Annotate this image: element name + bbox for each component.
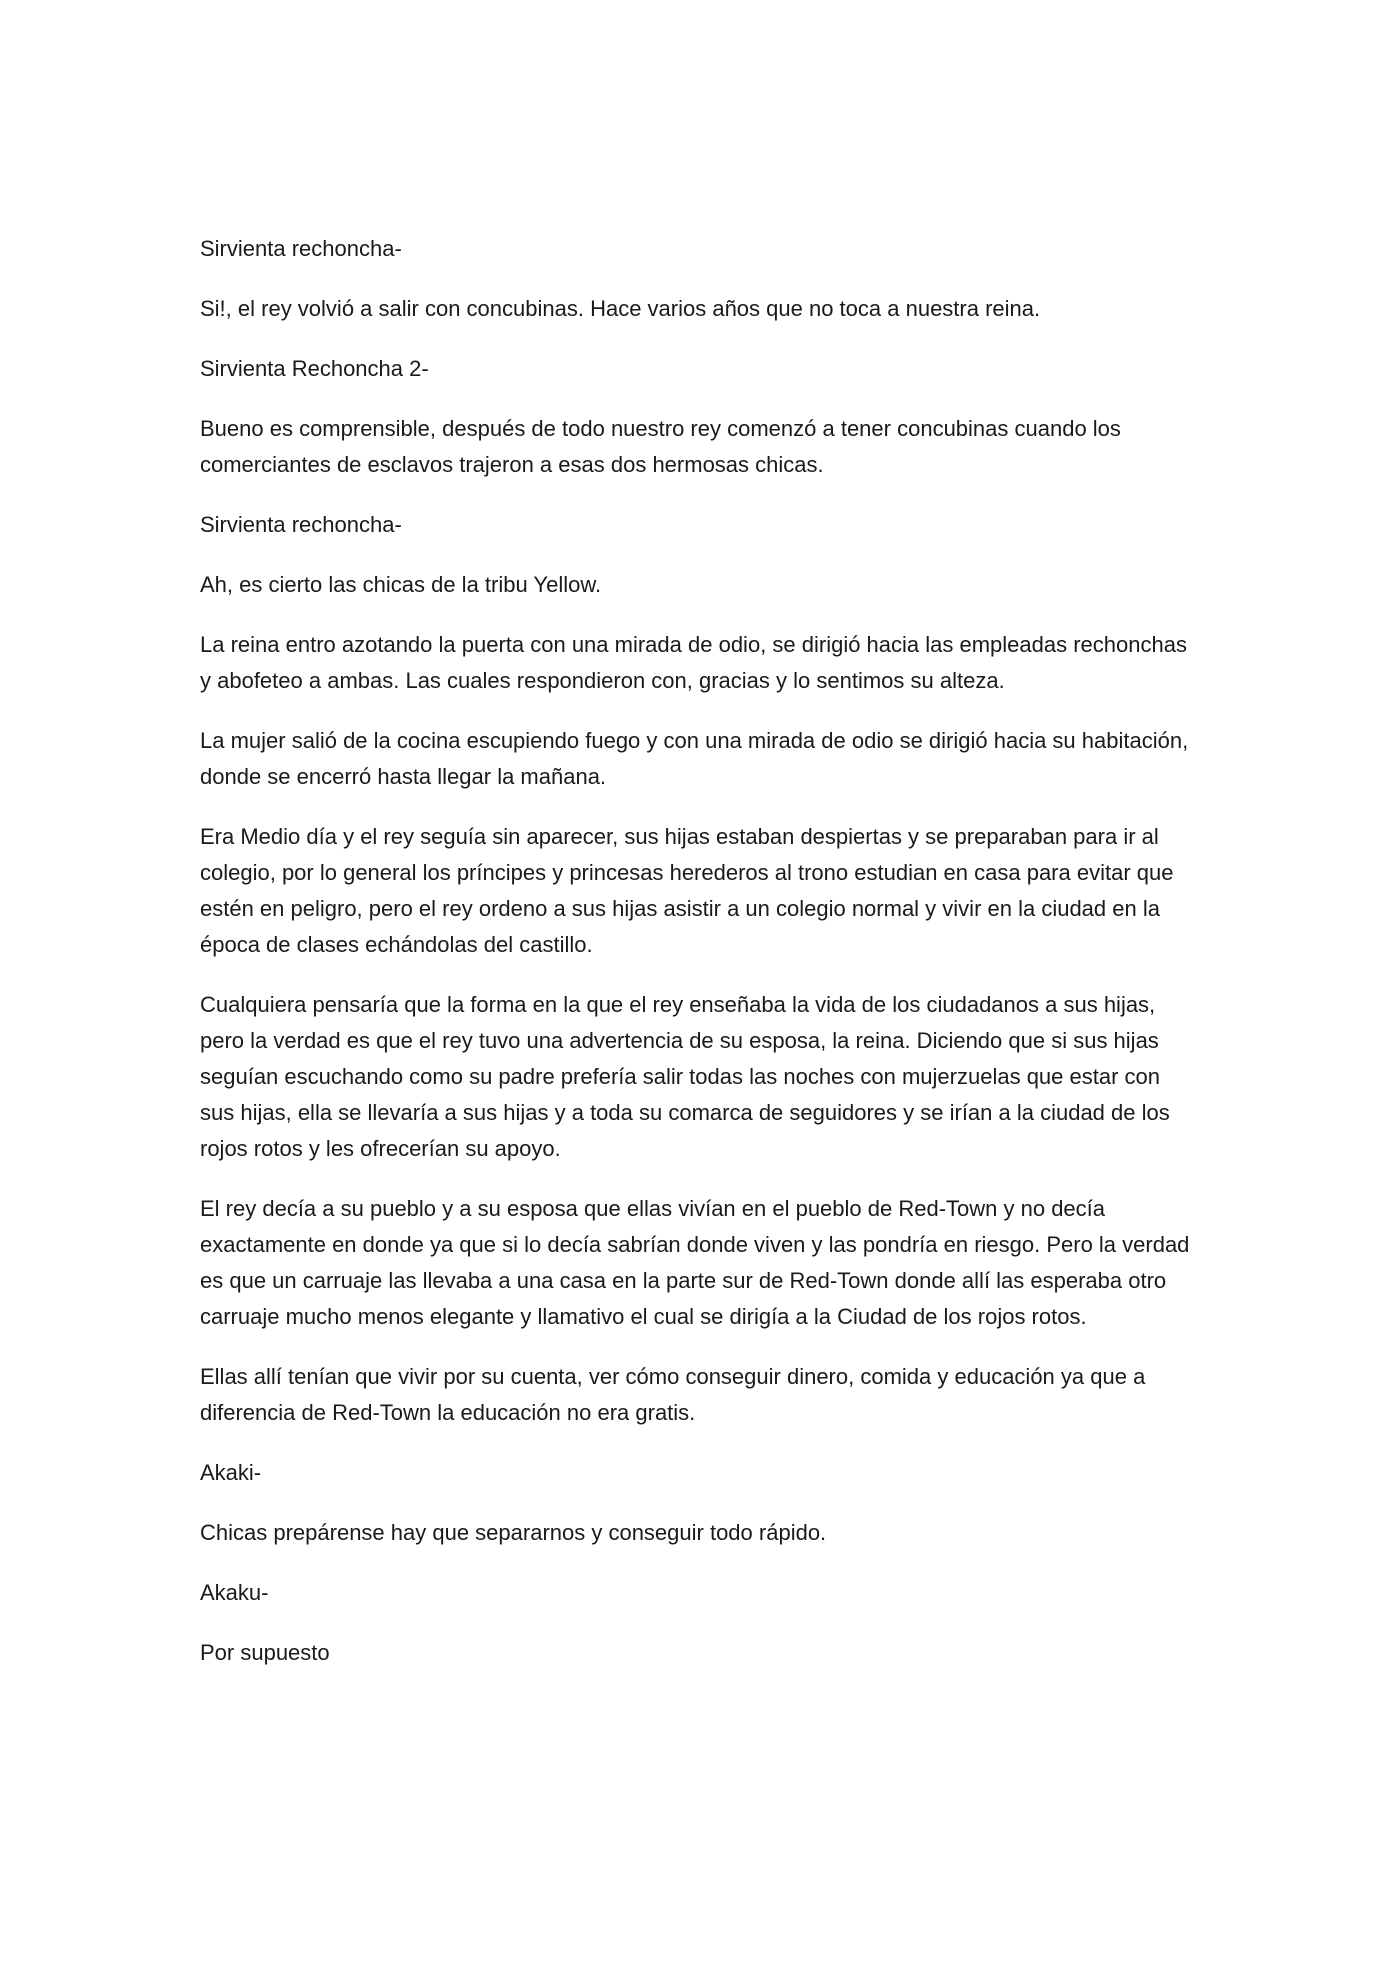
narrative-paragraph: Era Medio día y el rey seguía sin aparecer, sus hijas estaban despiertas y se preparaban para ir al colegio, por lo general los príncipes y princesas herederos al trono estudian en casa para evitar que estén en peligro, pero el rey ordeno a sus hijas asistir a un colegio normal y vivir en la ciudad en la época de clases echándolas del castillo. xyxy=(200,824,1174,957)
dialogue-line: Ah, es cierto las chicas de la tribu Yellow. xyxy=(200,572,602,597)
narrative-paragraph: El rey decía a su pueblo y a su esposa que ellas vivían en el pueblo de Red-Town y no decía exactamente en donde ya que si lo decía sabrían donde viven y las pondría en riesgo. Pero la verdad es que un carruaje las llevaba a una casa en la parte sur de Red-Town donde allí las esperaba otro carruaje mucho menos elegante y llamativo el cual se dirigía a la Ciudad de los rojos rotos. xyxy=(200,1196,1190,1329)
dialogue-line: Chicas prepárense hay que separarnos y conseguir todo rápido. xyxy=(200,1520,827,1545)
speaker-label: Sirvienta rechoncha- xyxy=(200,236,402,261)
narrative-paragraph: La mujer salió de la cocina escupiendo fuego y con una mirada de odio se dirigió hacia su habitación, donde se encerró hasta llegar la mañana. xyxy=(200,728,1189,789)
speaker-label: Akaku- xyxy=(200,1580,269,1605)
dialogue-line: Por supuesto xyxy=(200,1640,330,1665)
speaker-label: Sirvienta Rechoncha 2- xyxy=(200,356,429,381)
speaker-label: Akaki- xyxy=(200,1460,262,1485)
narrative-paragraph: Ellas allí tenían que vivir por su cuenta, ver cómo conseguir dinero, comida y educación ya que a diferencia de Red-Town la educación no era gratis. xyxy=(200,1364,1146,1425)
dialogue-line: Bueno es comprensible, después de todo nuestro rey comenzó a tener concubinas cuando los comerciantes de esclavos trajeron a esas dos hermosas chicas. xyxy=(200,416,1121,477)
speaker-label: Sirvienta rechoncha- xyxy=(200,512,402,537)
narrative-paragraph: Cualquiera pensaría que la forma en la que el rey enseñaba la vida de los ciudadanos a sus hijas, pero la verdad es que el rey tuvo una advertencia de su esposa, la reina. Diciendo que si sus hijas seguían escuchando como su padre prefería salir todas las noches con mujerzuelas que estar con sus hijas, ella se llevaría a sus hijas y a toda su comarca de seguidores y se irían a la ciudad de los rojos rotos y les ofrecerían su apoyo. xyxy=(200,992,1170,1161)
dialogue-line: Si!, el rey volvió a salir con concubinas. Hace varios años que no toca a nuestra reina. xyxy=(200,296,1041,321)
document-page xyxy=(200,231,1200,1695)
narrative-paragraph: La reina entro azotando la puerta con una mirada de odio, se dirigió hacia las empleadas rechonchas y abofeteo a ambas. Las cuales respondieron con, gracias y lo sentimos su alteza. xyxy=(200,632,1187,693)
